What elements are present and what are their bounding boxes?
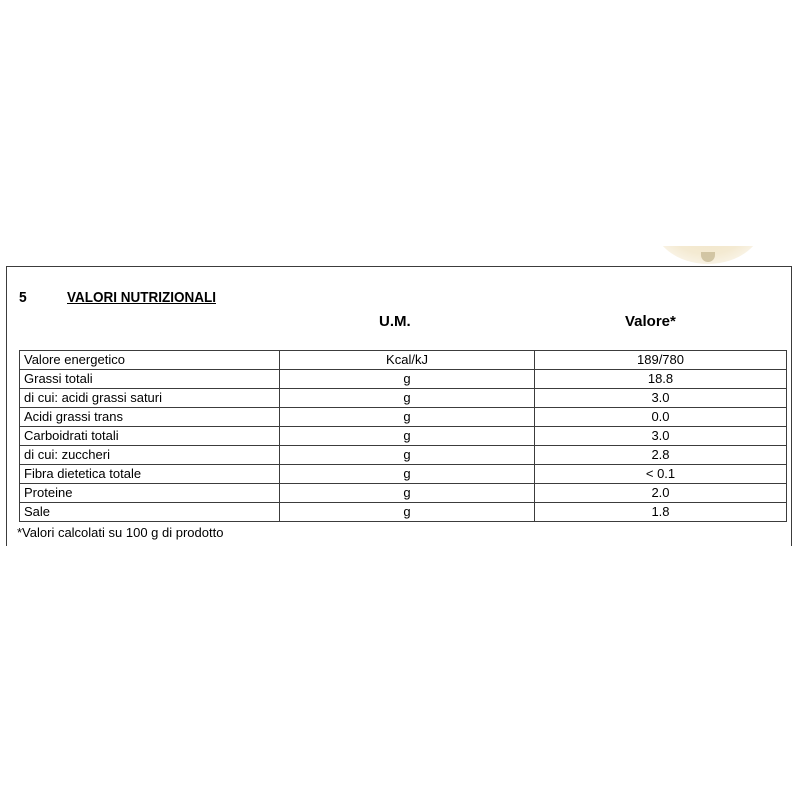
- section-title: VALORI NUTRIZIONALI: [67, 289, 216, 306]
- nutrient-unit: g: [280, 408, 535, 427]
- table-row: [20, 427, 787, 446]
- table-row: [20, 484, 787, 503]
- nutrient-name: Grassi totali: [20, 370, 280, 389]
- nutrient-name: di cui: zuccheri: [20, 446, 280, 465]
- table-row: [20, 389, 787, 408]
- table-row: [20, 370, 787, 389]
- nutrient-unit: g: [280, 370, 535, 389]
- nutrient-value: 1.8: [535, 503, 787, 522]
- nutrition-table: [19, 350, 787, 522]
- nutrient-unit: g: [280, 503, 535, 522]
- nutrient-unit: g: [280, 389, 535, 408]
- nutrient-name: Sale: [20, 503, 280, 522]
- nutrient-name: di cui: acidi grassi saturi: [20, 389, 280, 408]
- nutrient-name: Fibra dietetica totale: [20, 465, 280, 484]
- footnote: *Valori calcolati su 100 g di prodotto: [17, 525, 224, 540]
- nutrient-value: < 0.1: [535, 465, 787, 484]
- table-row: [20, 503, 787, 522]
- nutrient-value: 189/780: [535, 351, 787, 370]
- nutrient-value: 3.0: [535, 427, 787, 446]
- nutrient-value: 2.8: [535, 446, 787, 465]
- table-row: [20, 465, 787, 484]
- table-row: [20, 446, 787, 465]
- section-number: 5: [19, 289, 27, 306]
- nutrient-unit: g: [280, 427, 535, 446]
- table-row: [20, 408, 787, 427]
- nutrient-value: 0.0: [535, 408, 787, 427]
- nutrient-unit: g: [280, 465, 535, 484]
- nutrient-value: 3.0: [535, 389, 787, 408]
- nutrient-unit: Kcal/kJ: [280, 351, 535, 370]
- nutrient-value: 18.8: [535, 370, 787, 389]
- nutrient-name: Acidi grassi trans: [20, 408, 280, 427]
- nutrient-unit: g: [280, 484, 535, 503]
- value-column-header: Valore*: [625, 313, 676, 330]
- nutrient-value: 2.0: [535, 484, 787, 503]
- logo-fragment: [652, 246, 764, 266]
- nutrient-unit: g: [280, 446, 535, 465]
- nutrient-name: Valore energetico: [20, 351, 280, 370]
- table-row: [20, 351, 787, 370]
- nutrient-name: Carboidrati totali: [20, 427, 280, 446]
- nutrition-section: [6, 266, 792, 546]
- nutrient-name: Proteine: [20, 484, 280, 503]
- unit-column-header: U.M.: [379, 313, 411, 330]
